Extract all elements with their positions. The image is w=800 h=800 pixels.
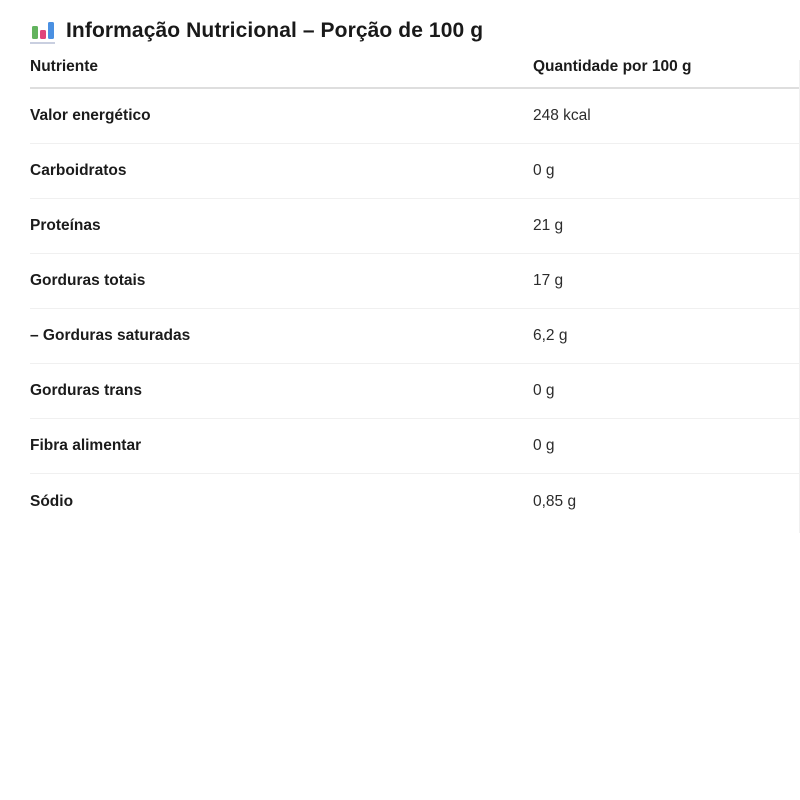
nutrition-table [30, 46, 800, 529]
table-header-row [30, 46, 800, 89]
row-label: Gorduras trans [30, 382, 142, 399]
row-value: 0,85 g [533, 492, 577, 510]
row-value: 0 g [533, 162, 555, 179]
row-value: 0 g [533, 437, 555, 454]
bar-chart-icon-pink-bar [40, 30, 46, 39]
row-label: Gorduras totais [30, 272, 146, 289]
row-value: 0 g [533, 382, 555, 399]
page-title: Informação Nutricional – Porção de 100 g [66, 18, 484, 42]
table-row [30, 474, 800, 529]
bar-chart-icon-blue-bar [48, 22, 54, 39]
row-label: Sódio [30, 492, 74, 510]
table-row [30, 199, 800, 254]
row-value: 248 kcal [533, 107, 591, 124]
row-value: 21 g [533, 217, 564, 234]
bar-chart-icon-green-bar [32, 26, 38, 39]
row-value: 6,2 g [533, 327, 568, 344]
table-row [30, 364, 800, 419]
row-label: Valor energético [30, 107, 151, 124]
table-row [30, 309, 800, 364]
row-value: 17 g [533, 272, 564, 289]
row-label: – Gorduras saturadas [30, 327, 191, 344]
row-label: Carboidratos [30, 162, 127, 179]
page-header [0, 0, 800, 46]
table-row [30, 89, 800, 144]
column-header-quantity: Quantidade por 100 g [533, 57, 692, 75]
bar-chart-icon [30, 18, 55, 44]
table-row [30, 254, 800, 309]
row-label: Fibra alimentar [30, 437, 142, 454]
row-label: Proteínas [30, 217, 101, 234]
table-row [30, 419, 800, 474]
column-header-nutrient: Nutriente [30, 57, 99, 75]
table-row [30, 144, 800, 199]
